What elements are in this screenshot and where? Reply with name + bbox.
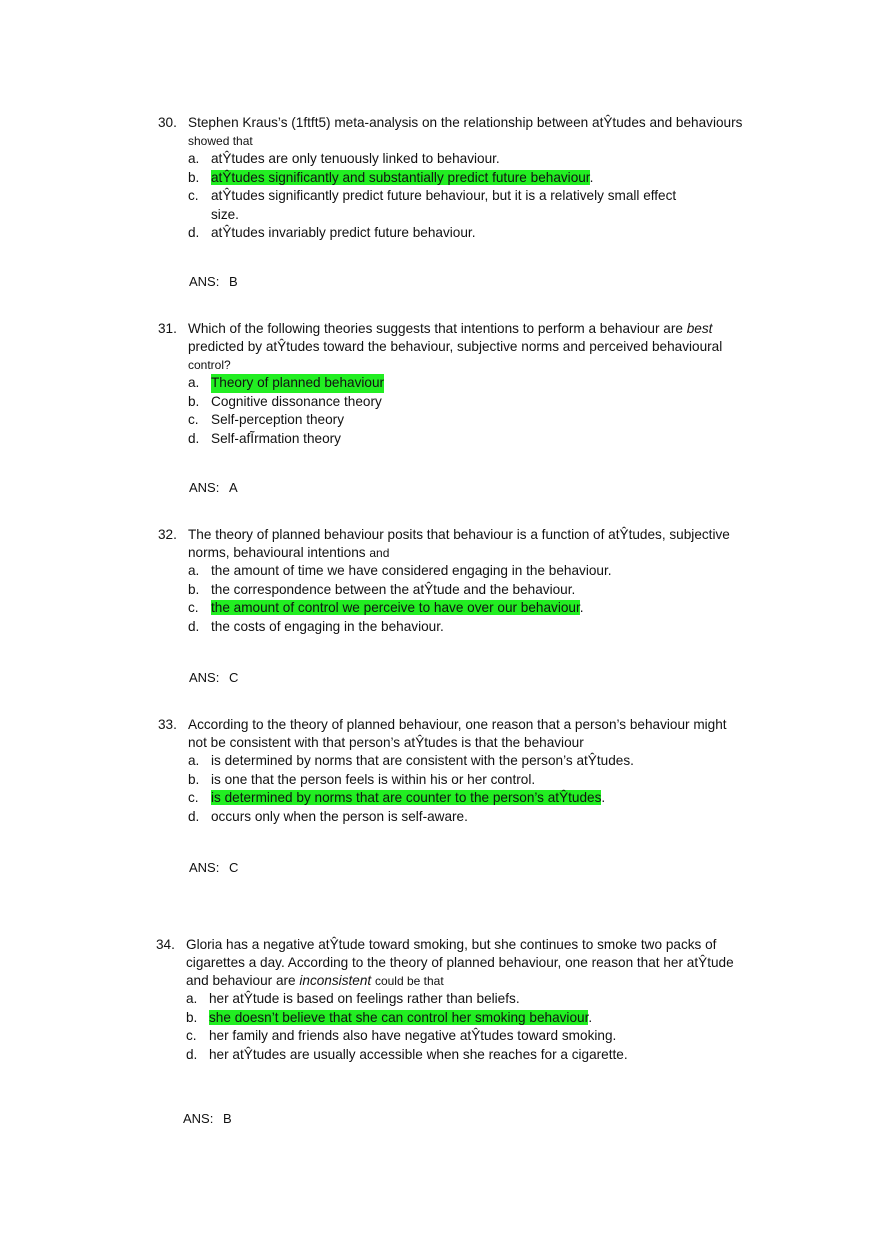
question-number: 33. xyxy=(158,717,177,732)
option-b: b. is one that the person feels is within his or her control. xyxy=(188,771,536,787)
option-b: b. she doesn’t believe that she can control her smoking behaviour. xyxy=(186,1009,593,1025)
option-c: c. atŶtudes significantly predict future behaviour, but it is a relatively small effect size. xyxy=(188,188,677,222)
answer-34: ANS: B xyxy=(183,1111,232,1126)
options-list xyxy=(188,374,758,448)
question-stem: According to the theory of planned behaviour, one reason that a person’s behaviour might not be consistent with that person’s atŶtudes is that the behaviour xyxy=(188,717,727,750)
question-33 xyxy=(158,716,758,826)
question-number: 31. xyxy=(158,321,177,336)
option-c: c. is determined by norms that are counter to the person’s atŶtudes. xyxy=(188,790,606,805)
option-c: c. the amount of control we perceive to have over our behaviour. xyxy=(188,600,584,615)
option-b: b. the correspondence between the atŶtude and the behaviour. xyxy=(188,581,576,597)
option-d: d. Self-afĨrmation theory xyxy=(188,430,341,446)
option-d: d. atŶtudes invariably predict future behaviour. xyxy=(188,225,476,240)
option-b: b. atŶtudes significantly and substantially predict future behaviour. xyxy=(188,169,594,185)
question-30 xyxy=(158,114,758,243)
option-a: a. Theory of planned behaviour xyxy=(188,374,758,393)
question-stem: Stephen Kraus’s (1ftft5) meta-analysis on the relationship between atŶtudes and behaviours showed that xyxy=(188,115,743,148)
answer-highlight: is determined by norms that are counter to the person’s atŶtudes xyxy=(211,790,602,805)
options-list xyxy=(188,150,758,243)
options-list xyxy=(186,990,756,1064)
option-a: a. her atŶtude is based on feelings rather than beliefs. xyxy=(186,991,520,1006)
option-d: d. her atŶtudes are usually accessible when she reaches for a cigarette. xyxy=(186,1046,628,1062)
question-number: 32. xyxy=(158,527,177,542)
question-number: 30. xyxy=(158,115,177,130)
option-a: a. the amount of time we have considered engaging in the behaviour. xyxy=(188,563,612,578)
answer-33: ANS: C xyxy=(189,860,239,875)
answer-highlight: the amount of control we perceive to have over our behaviour xyxy=(211,600,580,615)
question-stem: Gloria has a negative atŶtude toward smoking, but she continues to smoke two packs of cigarettes a day. According to the theory of planned behaviour, one reason that her atŶtude and behaviour are inconsistent could be that xyxy=(186,937,734,988)
question-31 xyxy=(158,320,758,448)
option-a: a. atŶtudes are only tenuously linked to behaviour. xyxy=(188,151,500,166)
question-stem: Which of the following theories suggests that intentions to perform a behaviour are best predicted by atŶtudes toward the behaviour, subjective norms and perceived behavioural control? xyxy=(188,321,723,372)
option-c: c. her family and friends also have negative atŶtudes toward smoking. xyxy=(186,1028,617,1043)
question-stem: The theory of planned behaviour posits that behaviour is a function of atŶtudes, subjective norms, behavioural intentions and xyxy=(188,527,730,560)
answer-31: ANS: A xyxy=(189,480,238,495)
option-d: d. the costs of engaging in the behaviour. xyxy=(188,618,444,634)
answer-highlight: Theory of planned behaviour xyxy=(211,374,384,393)
answer-30: ANS: B xyxy=(189,274,238,289)
question-34 xyxy=(156,936,756,1064)
options-list xyxy=(188,752,758,826)
answer-32: ANS: C xyxy=(189,670,239,685)
option-a: a. is determined by norms that are consistent with the person’s atŶtudes. xyxy=(188,753,634,768)
option-c: c. Self-perception theory xyxy=(188,412,344,427)
option-d: d. occurs only when the person is self-aware. xyxy=(188,808,468,824)
option-b: b. Cognitive dissonance theory xyxy=(188,393,382,409)
answer-highlight: she doesn’t believe that she can control her smoking behaviour xyxy=(209,1009,589,1025)
answer-highlight: atŶtudes significantly and substantially predict future behaviour xyxy=(211,169,590,185)
question-number: 34. xyxy=(156,937,175,952)
options-list xyxy=(188,562,758,636)
question-32 xyxy=(158,526,758,636)
